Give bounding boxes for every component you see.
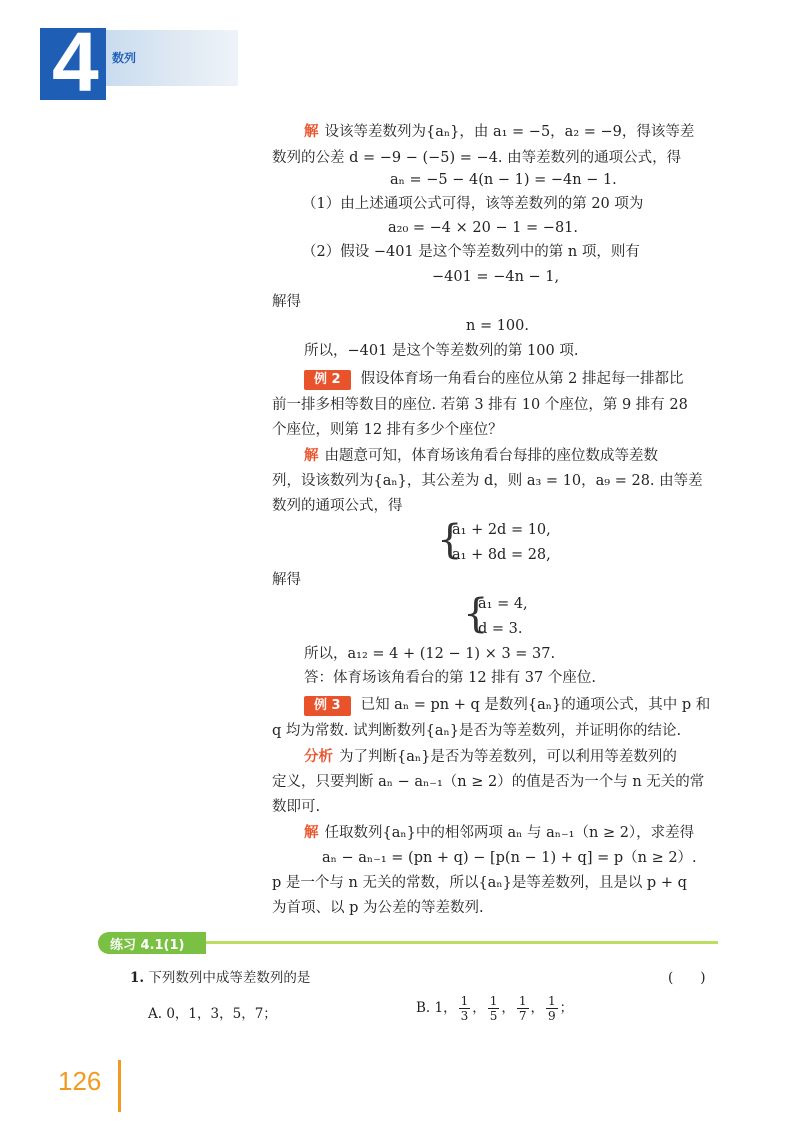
example2-solution-line3: 数列的通项公式，得 — [272, 498, 403, 514]
page-number: 126 — [58, 1066, 102, 1096]
analysis-label: 分析 — [304, 748, 333, 765]
analysis-line2: 定义，只要判断 aₙ − aₙ₋₁（n ≥ 2）的值是否为一个与 n 无关的常 — [272, 774, 705, 790]
solution-label: 解 — [304, 123, 319, 140]
example2-line3: 个座位，则第 12 排有多少个座位？ — [272, 422, 503, 438]
analysis-line3: 数即可. — [272, 799, 321, 815]
fraction-1-5: $\frac{1}{5}$ — [489, 994, 498, 1023]
a20-equation: a₂₀ = −4 × 20 − 1 = −81. — [388, 220, 579, 236]
chapter-title: 数列 — [112, 51, 137, 65]
solve-label: 解得 — [272, 294, 301, 310]
analysis-line1: 分析 为了判断{aₙ}是否为等差数列，可以利用等差数列的 — [304, 748, 677, 765]
system2-eq1: a₁ = 4, — [478, 596, 528, 612]
exercise-header: 练习 4.1(1) — [110, 938, 185, 953]
example3-tag: 例 3 — [304, 696, 351, 716]
solution1-line2: 数列的公差 d = −9 − (−5) = −4. 由等差数列的通项公式，得 — [272, 150, 682, 166]
fraction-1-7: $\frac{1}{7}$ — [518, 994, 527, 1023]
example2-line2: 前一排多相等数目的座位. 若第 3 排有 10 个座位，第 9 排有 28 — [272, 397, 688, 413]
example3-solution-line1: 解 任取数列{aₙ}中的相邻两项 aₙ 与 aₙ₋₁（n ≥ 2），求差得 — [304, 824, 695, 841]
example3-line2: q 均为常数. 试判断数列{aₙ}是否为等差数列，并证明你的结论. — [272, 723, 682, 739]
solution1-part1: （1）由上述通项公式可得，该等差数列的第 20 项为 — [302, 196, 644, 212]
solution-label: 解 — [304, 447, 319, 464]
example2-answer: 答：体育场该角看台的第 12 排有 37 个座位. — [304, 670, 596, 686]
system-brace-1: { — [437, 517, 463, 563]
example2-tag: 例 2 — [304, 370, 351, 390]
example2-solution-line1: 解 由题意可知，体育场该角看台每排的座位数成等差数 — [304, 447, 658, 464]
option-a: A. 0，1，3，5，7； — [148, 1006, 277, 1022]
system2-eq2: d = 3. — [478, 621, 523, 637]
example3-line1: 例 3 已知 aₙ = pn + q 是数列{aₙ}的通项公式，其中 p 和 — [304, 695, 710, 716]
solution1-line1: 解 设该等差数列为{aₙ}，由 a₁ = −5，a₂ = −9，得该等差 — [304, 123, 695, 140]
page-number-rule — [118, 1060, 121, 1112]
system1-eq1: a₁ + 2d = 10, — [452, 522, 551, 538]
fraction-1-3: $\frac{1}{3}$ — [460, 994, 469, 1023]
n-value: n = 100. — [466, 318, 529, 334]
chapter-number: 4 — [52, 15, 97, 109]
answer-paren: ( ) — [668, 970, 706, 986]
example3-solution-line2: p 是一个与 n 无关的常数，所以{aₙ}是等差数列，且是以 p + q — [272, 875, 687, 891]
solution-label: 解 — [304, 824, 319, 841]
system-brace-2: { — [463, 591, 489, 637]
option-b: B. 1， $\frac{1}{3}$ ， $\frac{1}{5}$ ， $\frac{1}{7}$ ， $\frac{1}{9}$ ； — [416, 994, 574, 1023]
solution1-conclusion: 所以，−401 是这个等差数列的第 100 项. — [304, 343, 579, 359]
solve-label-2: 解得 — [272, 572, 301, 588]
general-term-formula: aₙ = −5 − 4(n − 1) = −4n − 1. — [390, 172, 617, 188]
fraction-1-9: $\frac{1}{9}$ — [548, 994, 556, 1023]
n-equation: −401 = −4n − 1, — [432, 269, 560, 285]
system1-eq2: a₁ + 8d = 28, — [452, 547, 551, 563]
exercise-divider — [200, 941, 718, 944]
solution1-part2: （2）假设 −401 是这个等差数列中的第 n 项，则有 — [302, 244, 640, 260]
example2-result: 所以，a₁₂ = 4 + (12 − 1) × 3 = 37. — [304, 646, 556, 662]
question-1: 1. 下列数列中成等差数列的是 — [130, 970, 311, 986]
example3-solution-line3: 为首项、以 p 为公差的等差数列. — [272, 900, 484, 916]
example2-line1: 例 2 假设体育场一角看台的座位从第 2 排起每一排都比 — [304, 369, 684, 390]
difference-equation: aₙ − aₙ₋₁ = (pn + q) − [p(n − 1) + q] = p（n ≥ 2）. — [322, 850, 697, 866]
example2-solution-line2: 列，设该数列为{aₙ}，其公差为 d，则 a₃ = 10，a₉ = 28. 由等差 — [272, 473, 703, 489]
